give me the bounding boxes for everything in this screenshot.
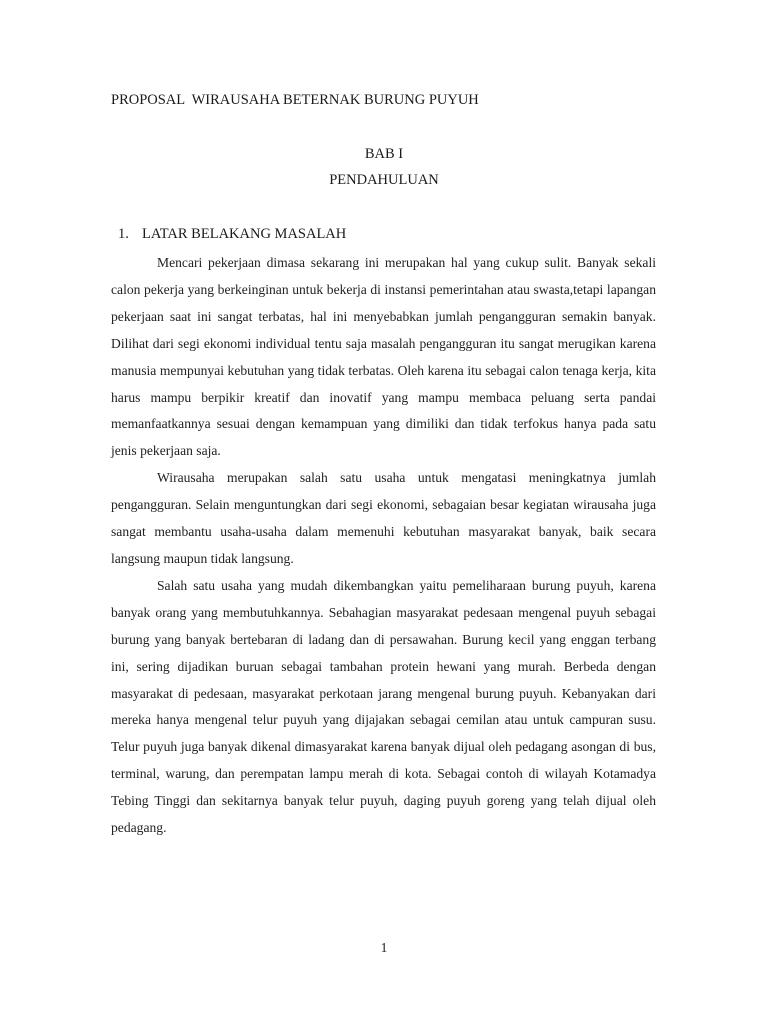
document-title: PROPOSAL WIRAUSAHA BETERNAK BURUNG PUYUH — [111, 92, 479, 108]
paragraph: Wirausaha merupakan salah satu usaha untuk mengatasi meningkatnya jumlah pengangguran. Selain menguntungkan dari segi ekonomi, sebagaian besar kegiatan wirausaha juga sangat membantu usaha-usaha dalam memenuhi kebutuhan masyarakat banyak, baik secara langsung maupun tidak langsung. — [111, 470, 656, 566]
section-heading — [118, 226, 346, 243]
body-text — [111, 250, 656, 842]
page-number: 1 — [380, 940, 388, 955]
paragraph: Salah satu usaha yang mudah dikembangkan yaitu pemeliharaan burung puyuh, karena banyak orang yang membutuhkannya. Sebahagian masyarakat pedesaan mengenal puyuh sebagai burung yang banyak bertebaran di ladang dan di persawahan. Burung kecil yang enggan terbang ini, sering dijadikan buruan sebagai tambahan protein hewani yang murah. Berbeda dengan masyarakat di pedesaan, masyarakat perkotaan jarang mengenal burung puyuh. Kebanyakan dari mereka hanya mengenal telur puyuh yang dijajakan sebagai cemilan atau untuk campuran susu. Telur puyuh juga banyak dikenal dimasyarakat karena banyak dijual oleh pedagang asongan di bus, terminal, warung, dan perempatan lampu merah di kota. Sebagai contoh di wilayah Kotamadya Tebing Tinggi dan sekitarnya banyak telur puyuh, daging puyuh goreng yang telah dijual oleh pedagang. — [111, 577, 656, 836]
chapter-title: PENDAHULUAN — [329, 172, 439, 188]
paragraph: Mencari pekerjaan dimasa sekarang ini merupakan hal yang cukup sulit. Banyak sekali calon pekerja yang berkeinginan untuk bekerja di instansi pemerintahan atau swasta,tetapi lapangan pekerjaan saat ini sangat terbatas, hal ini menyebabkan jumlah pengangguran semakin banyak. Dilihat dari segi ekonomi individual tentu saja masalah pengangguran itu sangat merugikan karena manusia mempunyai kebutuhan yang tidak terbatas. Oleh karena itu sebagai calon tenaga kerja, kita harus mampu berpikir kreatif dan inovatif yang mampu membaca peluang serta pandai memanfaatkannya sesuai dengan kemampuan yang dimiliki dan tidak terfokus hanya pada satu jenis pekerjaan saja. — [111, 255, 656, 459]
section-heading-text: LATAR BELAKANG MASALAH — [142, 226, 347, 242]
section-number: 1. — [118, 226, 129, 242]
chapter-label: BAB I — [364, 146, 404, 162]
